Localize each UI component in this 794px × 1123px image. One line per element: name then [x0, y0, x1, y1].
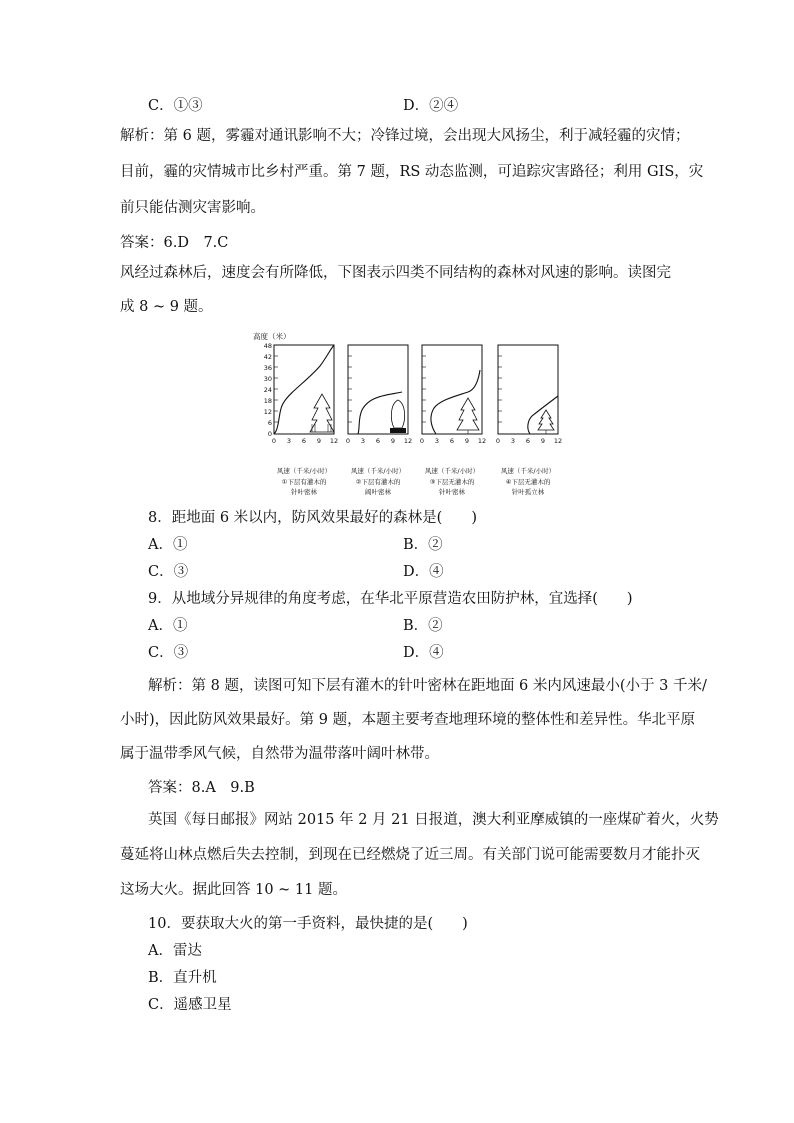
panel-caption: 针叶孤立林	[511, 488, 545, 496]
y-tick: 42	[263, 353, 272, 361]
analysis-line-3: 前只能估测灾害影响。	[120, 200, 265, 216]
y-tick: 24	[263, 386, 272, 394]
option-b: B．②	[403, 537, 443, 553]
shrub-layer	[390, 428, 406, 433]
x-tick: 12	[553, 437, 563, 445]
option-b: B．②	[403, 618, 443, 634]
x-tick: 12	[403, 437, 413, 445]
x-tick: 0	[271, 437, 277, 445]
analysis-8-9-line-2: 小时)，因此防风效果最好。第 9 题，本题主要考查地理环境的整体性和差异性。华北平原	[120, 712, 696, 728]
panel-4	[496, 345, 562, 496]
wind-speed-figure	[250, 328, 570, 503]
question-9: 9．从地域分异规律的角度考虑，在华北平原营造农田防护林，宜选择( )	[148, 591, 633, 607]
analysis-line-2: 目前，霾的灾情城市比乡村严重。第 7 题，RS 动态监测，可追踪灾害路径；利用 GIS，灾	[120, 164, 704, 180]
panel-caption: ④下层无灌木的	[505, 478, 551, 486]
x-tick: 3	[286, 437, 292, 445]
x-tick: 12	[329, 437, 339, 445]
panel-caption: ②下层有灌木的	[355, 478, 401, 486]
y-tick: 30	[263, 375, 272, 383]
x-axis-label: 风速（千米/小时）	[424, 467, 480, 475]
answer-6-7: 答案：6.D 7.C	[120, 235, 229, 251]
conifer-tree-icon	[457, 398, 479, 430]
x-tick: 6	[375, 437, 381, 445]
analysis-8-9-line-1: 解析：第 8 题，读图可知下层有灌木的针叶密林在距地面 6 米内风速最小(小于 3 千米/	[148, 678, 707, 694]
conifer-tree-icon	[310, 394, 334, 432]
panel-3	[420, 345, 486, 496]
intro-line-2: 成 8 ~ 9 题。	[120, 299, 213, 315]
option-b: B．直升机	[148, 970, 217, 986]
x-tick: 0	[495, 437, 501, 445]
option-c: C．③	[148, 564, 189, 580]
y-tick: 0	[267, 430, 272, 438]
y-tick: 48	[263, 342, 272, 350]
panel-1	[272, 345, 338, 496]
option-a: A．①	[148, 618, 188, 634]
option-d-q7: D．②④	[403, 98, 459, 114]
option-c-q7: C．①③	[148, 98, 203, 114]
x-tick: 9	[540, 437, 546, 445]
x-axis-label: 风速（千米/小时）	[350, 467, 406, 475]
x-axis-label: 风速（千米/小时）	[500, 467, 556, 475]
x-tick: 3	[434, 437, 440, 445]
question-10: 10．要获取大火的第一手资料，最快捷的是( )	[148, 916, 468, 932]
option-c: C．遥感卫星	[148, 997, 232, 1013]
x-tick: 12	[477, 437, 487, 445]
x-tick: 9	[464, 437, 470, 445]
panel-caption: 针叶密林	[291, 488, 317, 496]
panel-2	[346, 345, 412, 496]
y-tick: 36	[263, 364, 272, 372]
panel-caption: 针叶密林	[439, 488, 465, 496]
option-a: A．雷达	[148, 943, 202, 959]
intro-line-1: 风经过森林后，速度会有所降低，下图表示四类不同结构的森林对风速的影响。读图完	[120, 265, 671, 281]
analysis-8-9-line-3: 属于温带季风气候，自然带为温带落叶阔叶林带。	[120, 746, 439, 762]
x-tick: 9	[390, 437, 396, 445]
option-d: D．④	[403, 564, 444, 580]
x-tick: 6	[449, 437, 455, 445]
x-tick: 3	[360, 437, 366, 445]
y-tick: 18	[263, 397, 272, 405]
x-tick: 6	[301, 437, 307, 445]
x-tick: 6	[525, 437, 531, 445]
panel-caption: ③下层无灌木的	[429, 478, 475, 486]
broadleaf-tree-icon	[391, 400, 404, 428]
panel-caption: ①下层有灌木的	[281, 478, 327, 486]
answer-8-9: 答案：8.A 9.B	[148, 780, 255, 796]
conifer-tree-icon	[538, 410, 554, 430]
passage-line-2: 蔓延将山林点燃后失去控制，到现在已经燃烧了近三周。有关部门说可能需要数月才能扑灭	[120, 847, 700, 863]
panel-caption: 阔叶密林	[365, 488, 391, 496]
question-8: 8．距地面 6 米以内，防风效果最好的森林是( )	[148, 510, 477, 526]
y-tick-labels	[264, 342, 272, 438]
x-tick: 0	[419, 437, 425, 445]
y-axis-title: 高度（米）	[253, 332, 291, 341]
y-tick: 6	[267, 419, 272, 427]
option-c: C．③	[148, 645, 189, 661]
option-d: D．④	[403, 645, 444, 661]
x-axis-label: 风速（千米/小时）	[276, 467, 332, 475]
x-tick: 3	[510, 437, 516, 445]
option-a: A．①	[148, 537, 188, 553]
analysis-line-1: 解析：第 6 题，雾霾对通讯影响不大；冷锋过境，会出现大风扬尘，利于减轻霾的灾情；	[120, 128, 690, 144]
x-tick: 9	[316, 437, 322, 445]
passage-line-3: 这场大火。据此回答 10 ~ 11 题。	[120, 882, 347, 898]
y-tick: 12	[263, 408, 272, 416]
passage-line-1: 英国《每日邮报》网站 2015 年 2 月 21 日报道，澳大利亚摩威镇的一座煤矿着火，火势	[148, 812, 719, 828]
x-tick: 0	[345, 437, 351, 445]
